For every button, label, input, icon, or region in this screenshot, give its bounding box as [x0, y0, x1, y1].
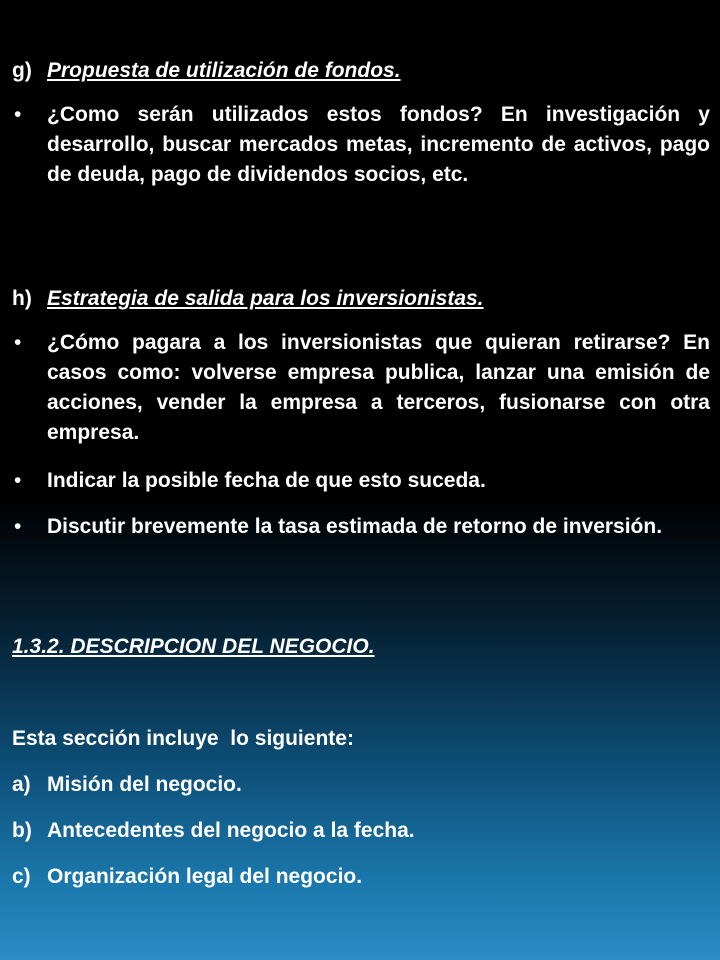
- descripcion-item-marker: b): [12, 819, 32, 842]
- descripcion-item-marker: a): [12, 773, 31, 796]
- descripcion-item: [12, 862, 710, 892]
- section-g-bullet-item: [12, 100, 710, 190]
- section-h: [12, 284, 710, 314]
- descripcion-intro: Esta sección incluye lo siguiente:: [12, 727, 354, 750]
- bullet-icon: •: [14, 331, 22, 354]
- descripcion-item-text: Antecedentes del negocio a la fecha.: [47, 819, 415, 842]
- descripcion-item: [12, 816, 710, 846]
- descripcion-item-text: Organización legal del negocio.: [47, 865, 363, 888]
- section-g: [12, 56, 710, 86]
- section-h-bullet-text: ¿Cómo pagara a los inversionistas que quieran retirarse? En casos como: volverse empresa publica, lanzar una emisión de acciones, vender la empresa a terceros, fusionarse con otra empresa.: [47, 331, 710, 444]
- section-h-bullet-item: [12, 466, 710, 496]
- section-h-title: Estrategia de salida para los inversionistas.: [47, 287, 484, 310]
- section-h-bullet-item: [12, 512, 710, 542]
- section-g-heading: [12, 56, 710, 86]
- bullet-icon: •: [14, 469, 22, 492]
- descripcion-item: [12, 770, 710, 800]
- bullet-icon: •: [14, 103, 22, 126]
- descripcion-heading: 1.3.2. DESCRIPCION DEL NEGOCIO.: [12, 635, 375, 658]
- section-g-bullet-text: ¿Como serán utilizados estos fondos? En investigación y desarrollo, buscar mercados metas, incremento de activos, pago de deuda, pago de dividendos socios, etc.: [47, 103, 710, 186]
- section-h-marker: h): [12, 287, 32, 310]
- descripcion-intro-block: [12, 724, 710, 754]
- descripcion-heading-block: [12, 632, 710, 662]
- section-h-bullet-item: [12, 328, 710, 448]
- section-g-marker: g): [12, 59, 32, 82]
- bullet-icon: •: [14, 515, 22, 538]
- section-h-bullet-text: Indicar la posible fecha de que esto suceda.: [47, 469, 486, 492]
- descripcion-item-text: Misión del negocio.: [47, 773, 242, 796]
- descripcion-item-marker: c): [12, 865, 31, 888]
- section-g-title: Propuesta de utilización de fondos.: [47, 59, 401, 82]
- section-h-bullet-text: Discutir brevemente la tasa estimada de retorno de inversión.: [47, 515, 663, 538]
- section-h-heading: [12, 284, 710, 314]
